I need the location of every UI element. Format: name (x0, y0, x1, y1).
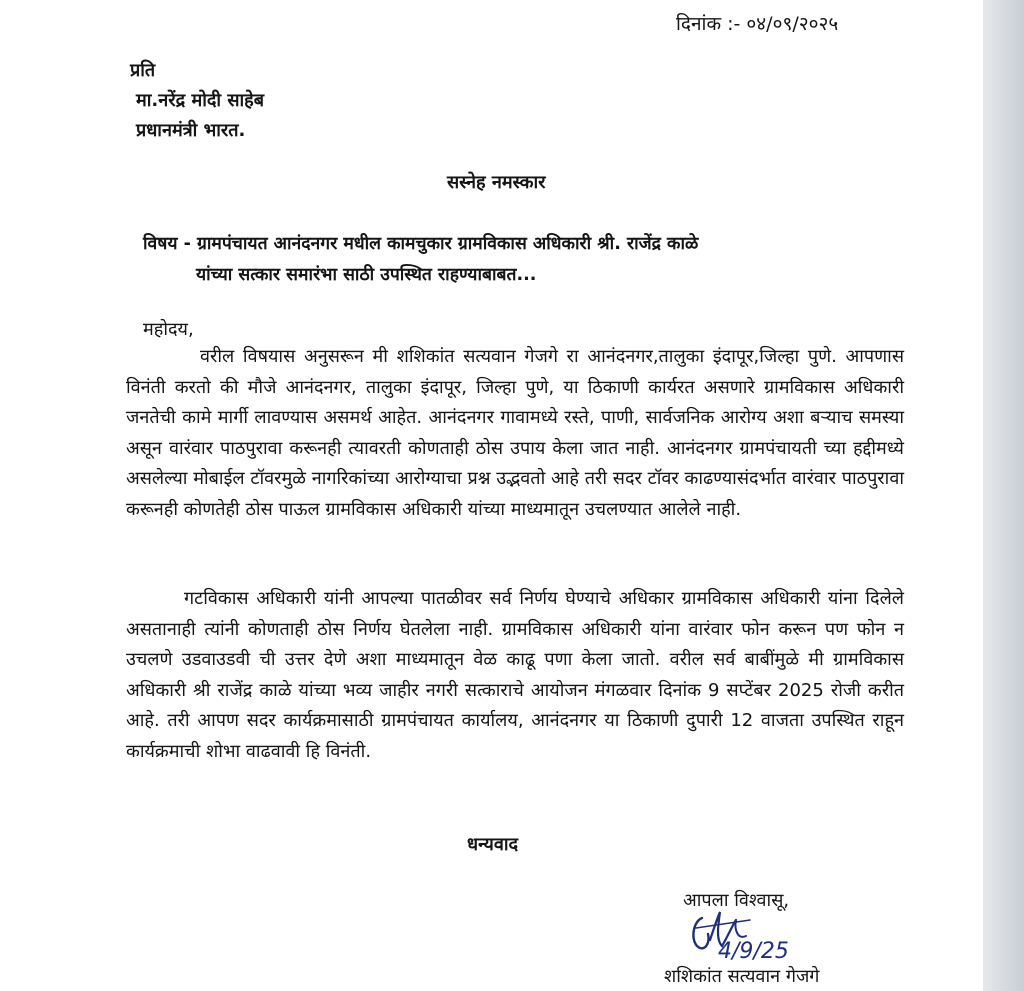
closing: आपला विश्वासू, (683, 890, 790, 911)
letter-date: दिनांक :- ०४/०९/२०२५ (676, 13, 839, 35)
signature-date: 4/9/25 (718, 939, 789, 962)
page-edge-background (983, 0, 1024, 991)
body-paragraph-2: गटविकास अधिकारी यांनी आपल्या पातळीवर सर्व निर्णय घेण्याचे अधिकार ग्रामविकास अधिकारी यांना दिलेले असतानाही त्यांनी कोणताही ठोस निर्णय घेतलेला नाही. ग्रामविकास अधिकारी यांना वारंवार फोन करून पण फोन न उचलणे उडवाउडवी ची उत्तर देणे अशा माध्यमातून वेळ काढू पणा केला जातो. वरील सर्व बाबींमुळे मी ग्रामविकास अधिकारी श्री राजेंद्र काळे यांच्या भव्य जाहीर नगरी सत्काराचे आयोजन मंगळवार दिनांक 9 सप्टेंबर 2025 रोजी करीत आहे. तरी आपण सदर कार्यक्रमासाठी ग्रामपंचायत कार्यालय, आनंदनगर या ठिकाणी दुपारी 12 वाजता उपस्थित राहून कार्यक्रमाची शोभा वाढवावी हि विनंती. (126, 588, 904, 762)
thanks: धन्यवाद (467, 834, 519, 855)
recipient-designation: प्रधानमंत्री भारत. (136, 120, 246, 141)
greeting: सस्नेह नमस्कार (447, 172, 546, 193)
handwritten-signature (688, 906, 798, 962)
recipient-prefix: प्रति (130, 60, 156, 81)
signatory-name: शशिकांत सत्यवान गेजगे (664, 966, 820, 987)
subject-line-2: यांच्या सत्कार समारंभा साठी उपस्थित राहण्याबाबत... (196, 265, 537, 285)
recipient-name: मा.नरेंद्र मोदी साहेब (136, 90, 265, 111)
body-paragraph-1: वरील विषयास अनुसरून मी शशिकांत सत्यवान गेजगे रा आनंदनगर,तालुका इंदापूर,जिल्हा पुणे. आपणास विनंती करतो की मौजे आनंदनगर, तालुका इंदापूर, जिल्हा पुणे, या ठिकाणी कार्यरत असणारे ग्रामविकास अधिकारी जनतेची कामे मार्गी लावण्यास असमर्थ आहेत. आनंदनगर गावामध्ये रस्ते, पाणी, सार्वजनिक आरोग्य अशा बऱ्याच समस्या असून वारंवार पाठपुरावा करूनही त्यावरती कोणताही ठोस उपाय केला जात नाही. आनंदनगर ग्रामपंचायती च्या हद्दीमध्ये असलेल्या मोबाईल टॉवरमुळे नागरिकांच्या आरोग्याचा प्रश्न उद्भवतो आहे तरी सदर टॉवर काढण्यासंदर्भात वारंवार पाठपुरावा करूनही कोणतेही ठोस पाऊल ग्रामविकास अधिकारी यांच्या माध्यमातून उचलण्यात आलेले नाही. (126, 346, 904, 520)
salutation: महोदय, (143, 319, 194, 340)
subject-line-1: विषय - ग्रामपंचायत आनंदनगर मधील कामचुकार ग्रामविकास अधिकारी श्री. राजेंद्र काळे (143, 234, 699, 254)
